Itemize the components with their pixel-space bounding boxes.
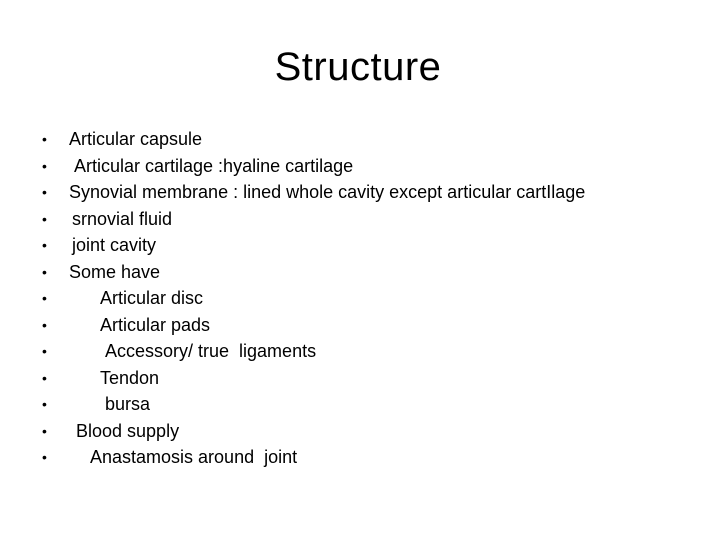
bullet-dot-icon: • <box>42 290 47 306</box>
bullet-text: Tendon <box>100 367 160 388</box>
bullet-item <box>42 153 702 180</box>
bullet-text: bursa <box>105 394 151 414</box>
bullet-item <box>42 206 702 233</box>
bullet-dot-icon: • <box>42 157 47 174</box>
bullet-text: srnovial fluid <box>72 208 173 229</box>
bullet-list <box>42 126 702 471</box>
bullet-text: Articular capsule <box>69 129 203 149</box>
bullet-dot-icon: • <box>42 263 47 280</box>
bullet-item <box>42 312 702 339</box>
bullet-item <box>42 179 702 206</box>
bullet-text: Articular cartilage :hyaline cartilage <box>74 155 354 176</box>
bullet-dot-icon: • <box>42 131 47 147</box>
slide-title: Structure <box>274 45 442 89</box>
bullet-text: Blood supply <box>76 420 180 441</box>
bullet-item <box>42 126 702 153</box>
bullet-item <box>42 285 702 312</box>
bullet-dot-icon: • <box>42 184 47 200</box>
bullet-dot-icon: • <box>42 449 47 465</box>
bullet-text: Synovial membrane : lined whole cavity except articular cartIlage <box>69 182 586 202</box>
bullet-text: Accessory/ true ligaments <box>105 341 317 361</box>
bullet-text: Anastamosis around joint <box>90 447 298 467</box>
bullet-text: Articular disc <box>100 288 204 308</box>
bullet-dot-icon: • <box>42 343 47 359</box>
bullet-item <box>42 418 702 445</box>
bullet-item <box>42 444 702 471</box>
bullet-dot-icon: • <box>42 396 47 412</box>
bullet-item <box>42 232 702 259</box>
bullet-dot-icon: • <box>42 422 47 439</box>
bullet-item <box>42 338 702 365</box>
bullet-text: Articular pads <box>100 314 211 335</box>
bullet-text: joint cavity <box>72 235 157 255</box>
bullet-dot-icon: • <box>42 369 47 386</box>
bullet-item <box>42 365 702 392</box>
bullet-text: Some have <box>69 261 161 282</box>
bullet-dot-icon: • <box>42 316 47 333</box>
bullet-dot-icon: • <box>42 210 47 227</box>
bullet-item <box>42 259 702 286</box>
bullet-dot-icon: • <box>42 237 47 253</box>
bullet-item <box>42 391 702 418</box>
